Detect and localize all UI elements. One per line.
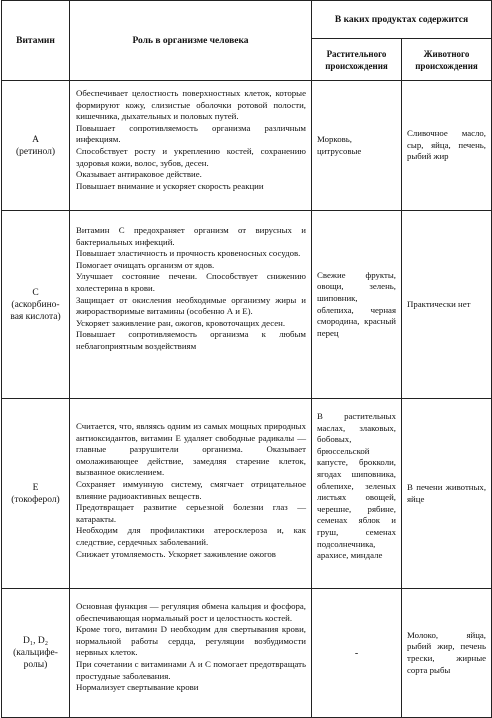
vitamin-cell xyxy=(2,81,70,211)
role-text: Нормализует свертывание крови xyxy=(76,682,199,693)
role-text: Повышает внимание и ускоряет скорость реакции xyxy=(76,180,264,191)
animal-sources-cell: Практически нет xyxy=(402,211,492,399)
role-text: При сочетании с витаминами А и С помогает предотвращать простудные заболевания. xyxy=(76,658,306,681)
vitamin-name: E xyxy=(32,482,39,493)
header-products: В каких продуктах содержится xyxy=(312,1,492,39)
role-text: Повышает сопротивляемость организма к любым неблагоприятным воздействиям xyxy=(76,329,306,351)
role-text: Предотвращает развитие серьезной болезни глаз — катаракты. xyxy=(76,502,306,524)
role-text: Улучшает состояние печени. Способствует снижению холестерина в крови. xyxy=(76,271,306,293)
table-row xyxy=(2,81,492,211)
plant-sources-cell: Свежие фрукты, овощи, зелень, шиповник, облепиха, черная смородина, красный перец xyxy=(312,211,402,399)
role-text: Оказывает антираковое действие. xyxy=(76,169,202,180)
vitamin-cell xyxy=(2,211,70,399)
vitamin-name: C xyxy=(32,287,39,298)
animal-sources-cell: В печени животных, яйце xyxy=(402,399,492,589)
role-text: Витамин С предохраняет организм от вирусных и бактериальных инфекций. xyxy=(76,225,306,247)
vitamin-chemical-name: (аскорбино-вая кислота) xyxy=(10,299,61,322)
role-text: Ускоряет заживление ран, ожогов, кровоточащих десен. xyxy=(76,317,286,328)
role-text: Необходим для профилактики атеросклероза и, как следствие, сердечных заболеваний. xyxy=(76,525,306,547)
vitamin-chemical-name: (токоферол) xyxy=(11,494,60,505)
role-text: Обеспечивает целостность поверхностных клеток, которые формируют кожу, слизистые оболочки ротовой полости, кишечника, дыхательных и половых путей. xyxy=(76,88,306,122)
role-cell xyxy=(70,399,312,589)
role-text: Снижает утомляемость. Ускоряет заживление ожогов xyxy=(76,548,276,559)
header-plant: Растительного происхождения xyxy=(312,39,402,81)
vitamin-cell xyxy=(2,589,70,718)
role-text: Повышает сопротивляемость организма различным инфекциям. xyxy=(76,122,306,145)
animal-sources-cell: Сливочное масло, сыр, яйца, печень, рыбий жир xyxy=(402,81,492,211)
role-cell xyxy=(70,81,312,211)
role-text: Считается, что, являясь одним из самых мощных природных антиоксидантов, витамин Е удаляет свободные радикалы — главные разрушители организма. Оказывает омолаживающее действие, замедляя старение клеток, вызванное окислением. xyxy=(76,421,306,478)
role-text: Кроме того, витамин D необходим для свертывания крови, нормальной работы сердца, регуляции возбудимости нервных клеток. xyxy=(76,624,306,658)
plant-sources-cell: В растительных маслах, злаковых, бобовых, брюссельской капусте, брокколи, ягодах шиповника, облепихе, зеленых листьях овощей, черешне, рябине, семенах яблок и груш, семенах подсолнечника, арахисе, миндале xyxy=(312,399,402,589)
plant-sources-cell: Морковь, цитрусовые xyxy=(312,81,402,211)
role-text: Способствует росту и укреплению костей, сохранению здоровья кожи, волос, зубов, десен. xyxy=(76,145,306,168)
vitamin-chemical-name: (ретинол) xyxy=(16,146,55,157)
role-text: Защищает от окисления необходимые организму жиры и жирорастворимые витамины (особенно А и Е). xyxy=(76,294,306,317)
role-cell xyxy=(70,211,312,399)
table-row xyxy=(2,399,492,589)
role-text: Сохраняет иммунную систему, смягчает отрицательное влияние радиоактивных веществ. xyxy=(76,478,306,501)
plant-sources-cell: - xyxy=(312,589,402,718)
header-animal: Животного происхождения xyxy=(402,39,492,81)
role-text: Основная функция — регуляция обмена кальция и фосфора, обеспечивающая нормальный рост и целостность костей. xyxy=(76,601,306,623)
table-row xyxy=(2,589,492,718)
vitamins-table xyxy=(1,0,492,718)
role-cell xyxy=(70,589,312,718)
vitamin-chemical-name: (кальцифе-ролы) xyxy=(13,648,58,670)
table-row xyxy=(2,211,492,399)
vitamin-name: A xyxy=(32,134,39,145)
header-role: Роль в организме человека xyxy=(70,1,312,81)
role-text: Повышает эластичность и прочность кровеносных сосудов. xyxy=(76,248,301,259)
vitamin-name: D₁, D₂ xyxy=(22,636,49,646)
vitamin-cell xyxy=(2,399,70,589)
role-text: Помогает очищать организм от ядов. xyxy=(76,259,215,270)
header-vitamin: Витамин xyxy=(2,1,70,81)
animal-sources-cell: Молоко, яйца, рыбий жир, печень трески, жирные сорта рыбы xyxy=(402,589,492,718)
